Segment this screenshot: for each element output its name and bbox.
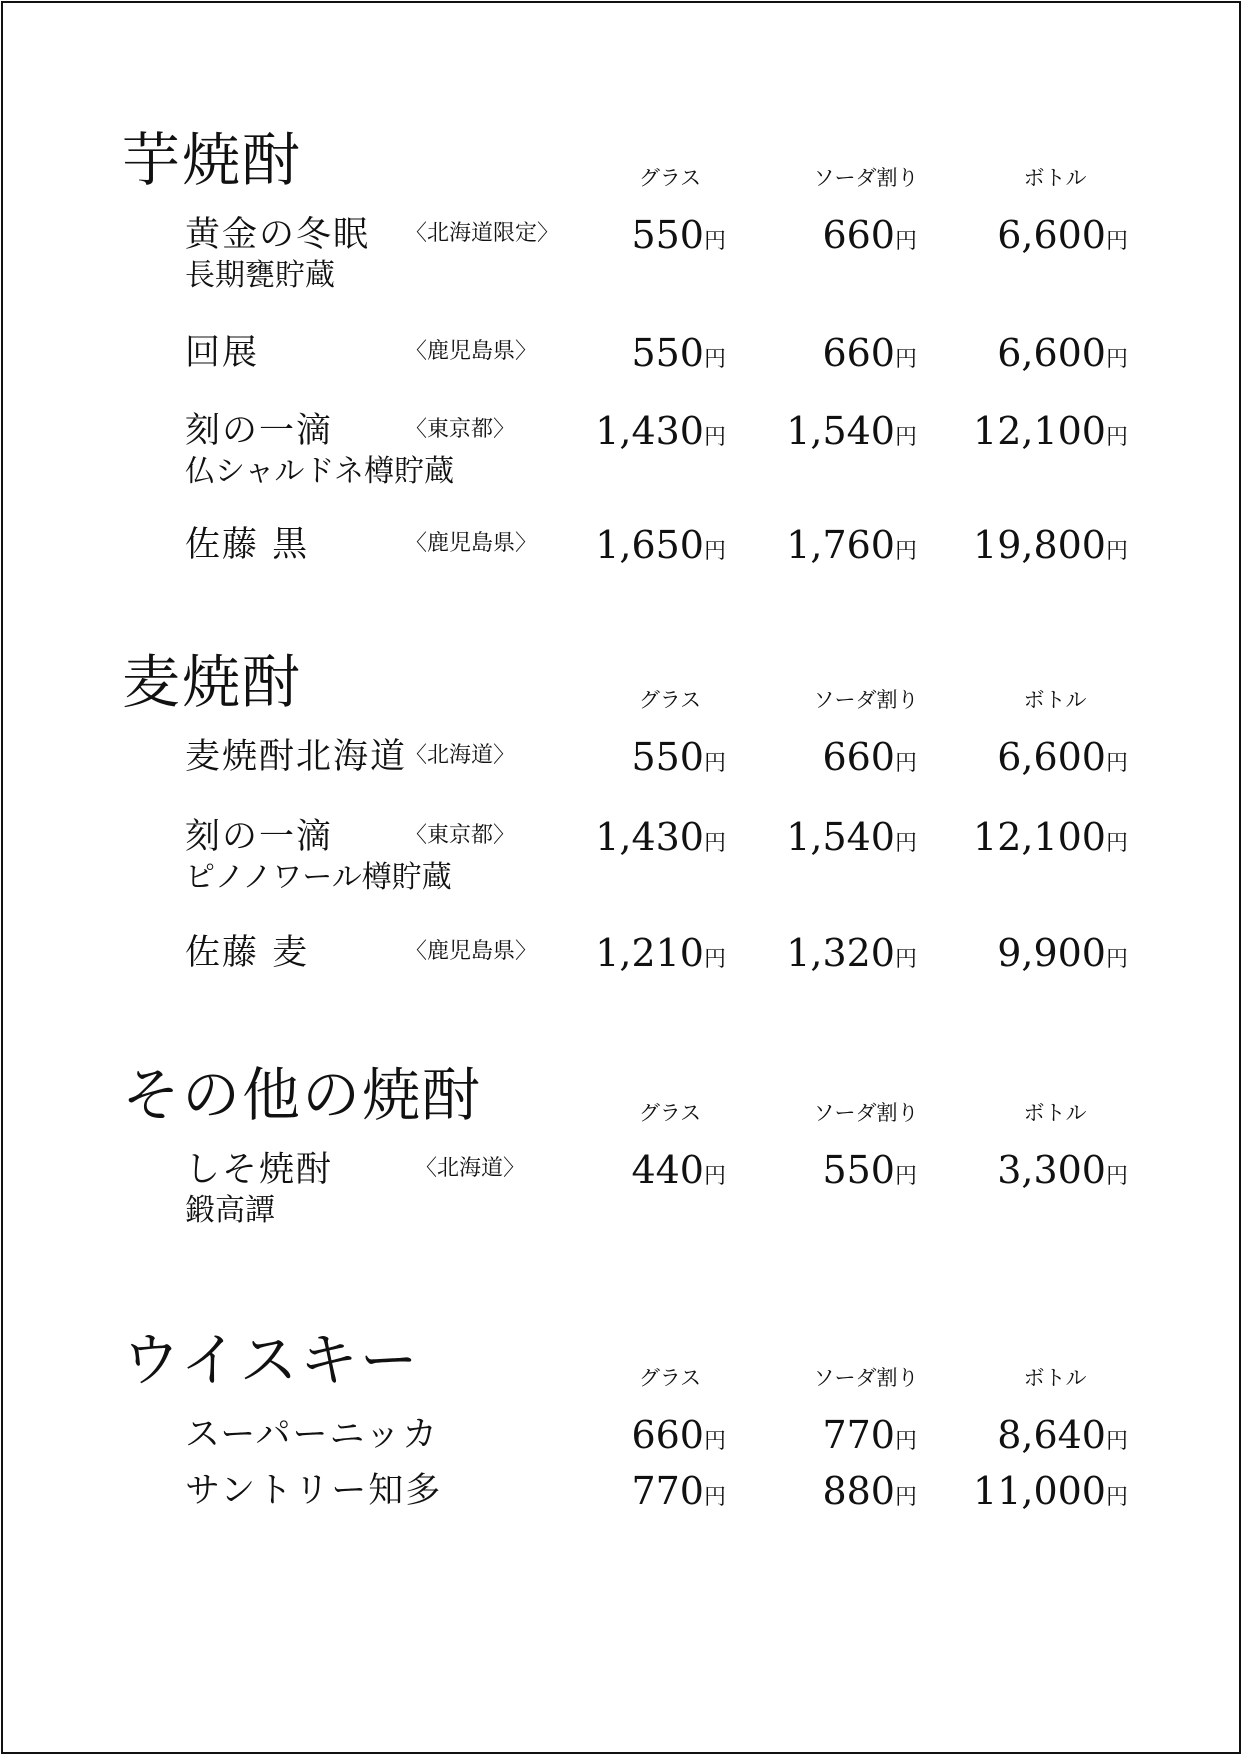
item-name: スーパーニッカ xyxy=(185,1415,440,1455)
price-glass: 1,430円 xyxy=(595,409,726,453)
price-soda: 660円 xyxy=(822,331,917,375)
item-subtitle: ピノノワール樽貯蔵 xyxy=(185,860,452,895)
price-glass: 550円 xyxy=(631,331,726,375)
price-soda: 1,320円 xyxy=(786,931,917,975)
price-soda: 660円 xyxy=(822,735,917,779)
header-soda: ソーダ割り xyxy=(813,1101,919,1125)
price-soda: 660円 xyxy=(822,213,917,257)
header-bottle: ボトル xyxy=(1023,1366,1087,1390)
price-glass: 770円 xyxy=(631,1469,726,1513)
item-origin: 〈鹿児島県〉 xyxy=(405,339,538,364)
price-soda: 880円 xyxy=(822,1469,917,1513)
price-glass: 660円 xyxy=(631,1413,726,1457)
section-title: その他の焼酎 xyxy=(122,1061,483,1129)
menu-item xyxy=(0,931,1244,975)
price-bottle: 9,900円 xyxy=(997,931,1128,975)
item-subtitle: 仏シャルドネ樽貯蔵 xyxy=(185,454,455,489)
price-glass: 550円 xyxy=(631,735,726,779)
menu-item xyxy=(0,1469,1244,1513)
price-bottle: 8,640円 xyxy=(997,1413,1128,1457)
item-name: 回展 xyxy=(185,333,260,373)
price-soda: 1,540円 xyxy=(786,815,917,859)
header-glass: グラス xyxy=(638,166,702,190)
section-title: 麦焼酎 xyxy=(122,648,303,716)
item-name: 黄金の冬眠 xyxy=(185,215,371,255)
header-soda: ソーダ割り xyxy=(813,1366,919,1390)
price-bottle: 6,600円 xyxy=(997,735,1128,779)
item-origin: 〈北海道限定〉 xyxy=(405,221,560,246)
item-name: 佐藤 黒 xyxy=(185,525,310,565)
price-bottle: 6,600円 xyxy=(997,213,1128,257)
item-name: 佐藤 麦 xyxy=(185,933,310,973)
item-name: サントリー知多 xyxy=(185,1471,443,1511)
header-bottle: ボトル xyxy=(1023,688,1087,712)
price-soda: 1,760円 xyxy=(786,523,917,567)
price-bottle: 19,800円 xyxy=(973,523,1128,567)
price-glass: 1,650円 xyxy=(595,523,726,567)
menu-item xyxy=(0,1413,1244,1457)
price-glass: 1,210円 xyxy=(595,931,726,975)
menu-item xyxy=(0,409,1244,489)
menu-item xyxy=(0,815,1244,895)
price-soda: 770円 xyxy=(822,1413,917,1457)
menu-item xyxy=(0,1148,1244,1228)
menu-item xyxy=(0,735,1244,779)
price-bottle: 6,600円 xyxy=(997,331,1128,375)
price-bottle: 12,100円 xyxy=(973,409,1128,453)
header-soda: ソーダ割り xyxy=(813,166,919,190)
item-name: 刻の一滴 xyxy=(185,411,334,451)
item-origin: 〈北海道〉 xyxy=(415,1156,526,1181)
price-glass: 1,430円 xyxy=(595,815,726,859)
header-glass: グラス xyxy=(638,1101,702,1125)
item-name: しそ焼酎 xyxy=(185,1150,334,1190)
item-name: 刻の一滴 xyxy=(185,817,334,857)
header-bottle: ボトル xyxy=(1023,166,1087,190)
header-glass: グラス xyxy=(638,1366,702,1390)
header-bottle: ボトル xyxy=(1023,1101,1087,1125)
price-glass: 550円 xyxy=(631,213,726,257)
item-origin: 〈東京都〉 xyxy=(405,823,516,848)
price-bottle: 11,000円 xyxy=(973,1469,1128,1513)
price-soda: 550円 xyxy=(822,1148,917,1192)
section-title: ウイスキー xyxy=(122,1326,420,1394)
menu-item xyxy=(0,523,1244,567)
item-origin: 〈鹿児島県〉 xyxy=(405,939,538,964)
header-glass: グラス xyxy=(638,688,702,712)
price-bottle: 12,100円 xyxy=(973,815,1128,859)
price-soda: 1,540円 xyxy=(786,409,917,453)
price-bottle: 3,300円 xyxy=(997,1148,1128,1192)
menu-item xyxy=(0,213,1244,293)
menu-item xyxy=(0,331,1244,375)
price-glass: 440円 xyxy=(631,1148,726,1192)
item-origin: 〈鹿児島県〉 xyxy=(405,531,538,556)
item-origin: 〈北海道〉 xyxy=(405,743,516,768)
item-subtitle: 鍛高譚 xyxy=(185,1193,275,1228)
header-soda: ソーダ割り xyxy=(813,688,919,712)
item-subtitle: 長期甕貯蔵 xyxy=(185,258,335,293)
section-title: 芋焼酎 xyxy=(122,126,303,194)
item-origin: 〈東京都〉 xyxy=(405,417,516,442)
item-name: 麦焼酎北海道 xyxy=(185,737,408,777)
